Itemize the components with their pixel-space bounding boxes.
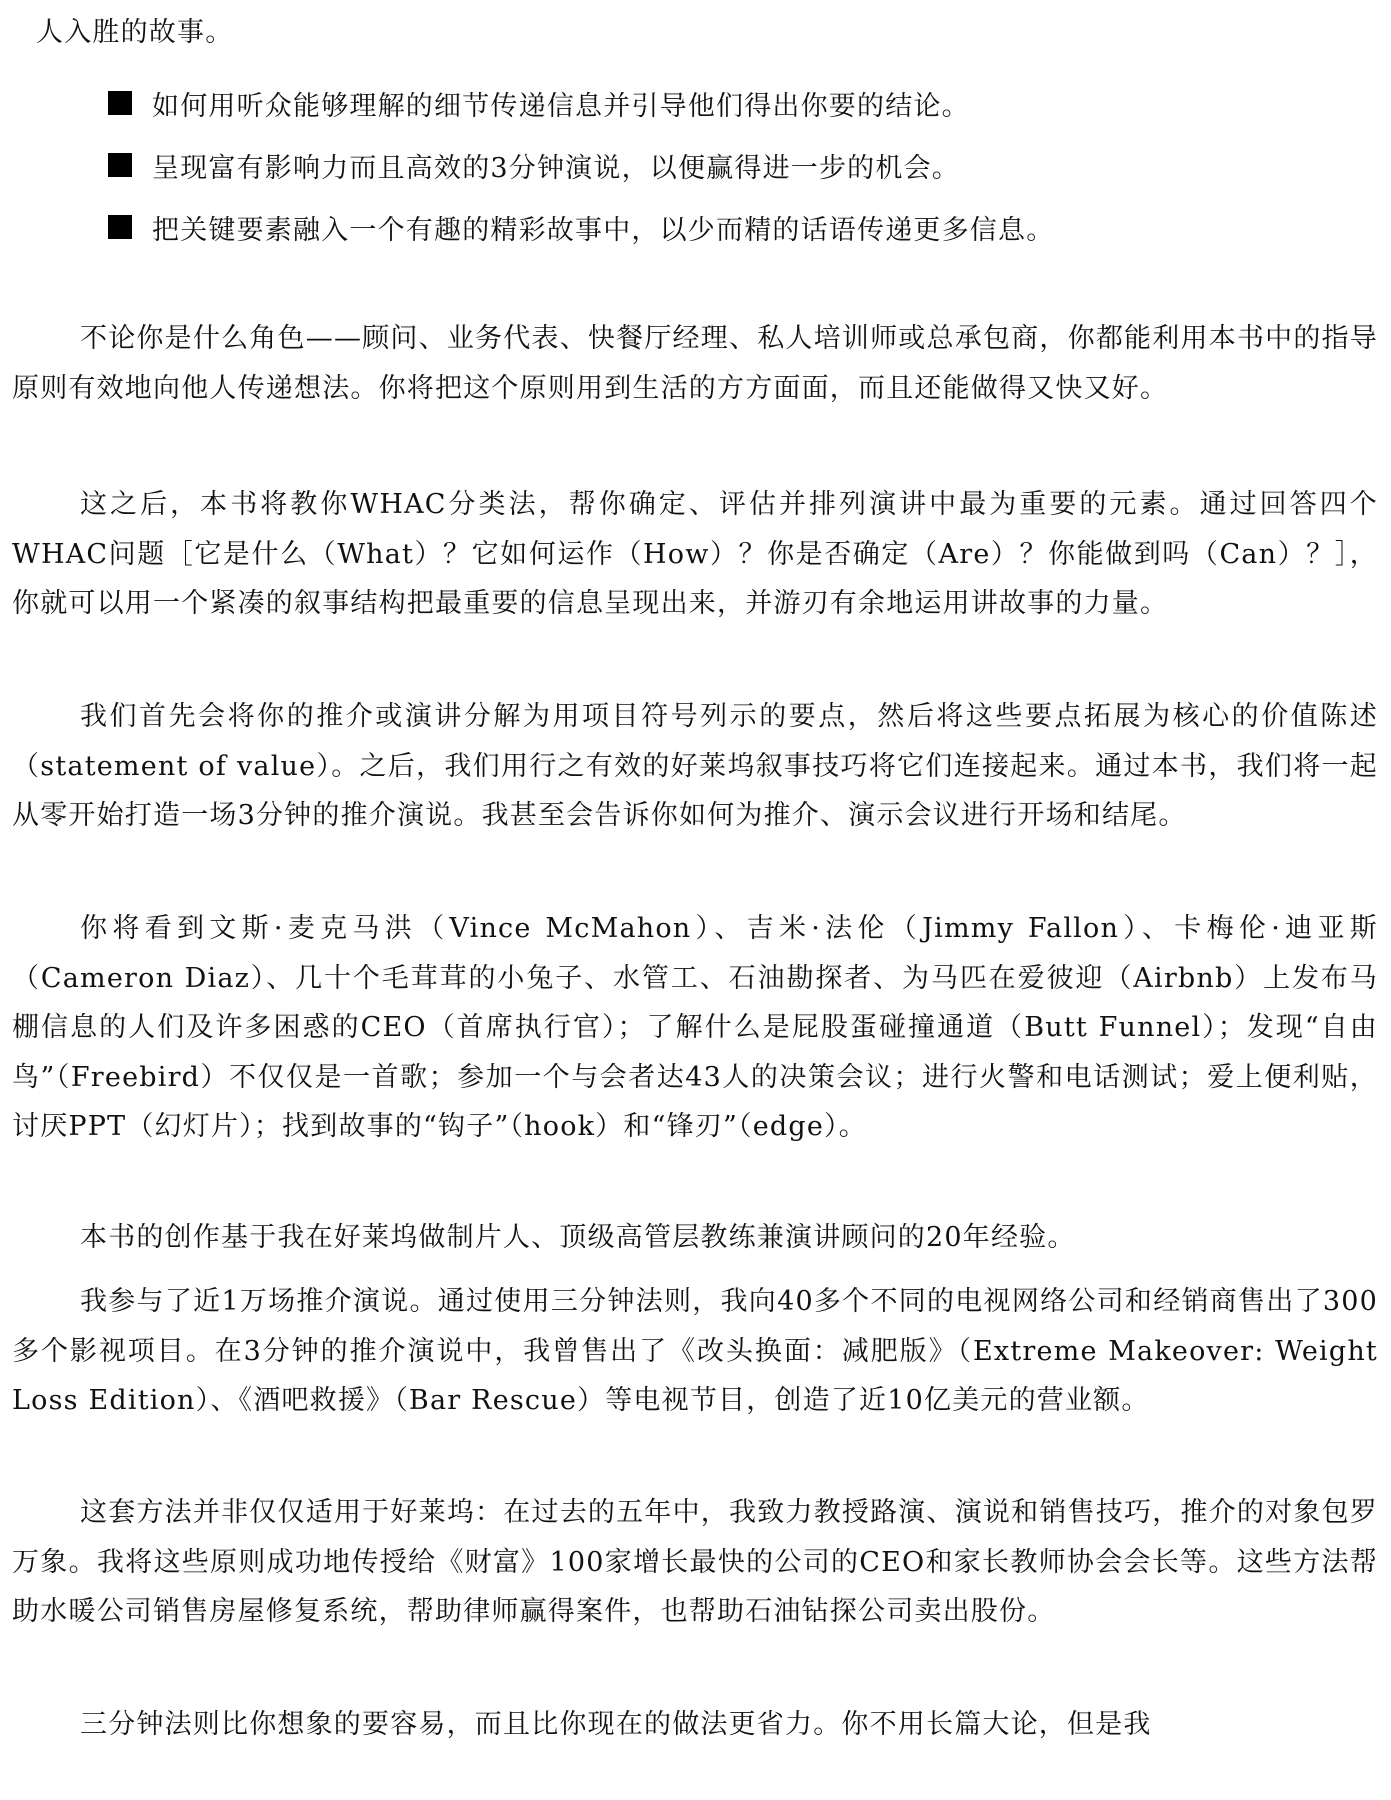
paragraph-value-statement: 我们首先会将你的推介或演讲分解为用项目符号列示的要点，然后将这些要点拓展为核心的价值陈述（statement of value）。之后，我们用行之有效的好莱坞叙事技巧将它们连接起来。通过本书，我们将一起从零开始打造一场3分钟的推介演说。我甚至会告诉你如何为推介、演示会议进行开场和结尾。 — [12, 701, 1378, 831]
paragraph-pitches: 我参与了近1万场推介演说。通过使用三分钟法则，我向40多个不同的电视网络公司和经销商售出了300多个影视项目。在3分钟的推介演说中，我曾售出了《改头换面：减肥版》（Extreme Makeover: Weight Loss Edition）、《酒吧救援》（Bar Rescue）等电视节目，创造了近10亿美元的营业额。 — [12, 1286, 1378, 1416]
bullet-list — [108, 72, 1378, 258]
paragraph-roles: 不论你是什么角色——顾问、业务代表、快餐厅经理、私人培训师或总承包商，你都能利用本书中的指导原则有效地向他人传递想法。你将把这个原则用到生活的方方面面，而且还能做得又快又好。 — [12, 323, 1378, 404]
square-bullet-icon — [108, 91, 132, 115]
bullet-item — [108, 196, 1378, 258]
square-bullet-icon — [108, 153, 132, 177]
bullet-text: 呈现富有影响力而且高效的3分钟演说，以便赢得进一步的机会。 — [152, 152, 960, 184]
paragraph-examples: 你将看到文斯·麦克马洪（Vince McMahon）、吉米·法伦（Jimmy Fallon）、卡梅伦·迪亚斯（Cameron Diaz）、几十个毛茸茸的小兔子、水管工、石油勘探者、为马匹在爱彼迎（Airbnb）上发布马棚信息的人们及许多困惑的CEO（首席执行官）；了解什么是屁股蛋碰撞通道（Butt Funnel）；发现“自由鸟”（Freebird）不仅仅是一首歌；参加一个与会者达43人的决策会议；进行火警和电话测试；爱上便利贴，讨厌PPT（幻灯片）；找到故事的“钩子”（hook）和“锋刃”（edge）。 — [12, 913, 1378, 1142]
square-bullet-icon — [108, 215, 132, 239]
bullet-text: 把关键要素融入一个有趣的精彩故事中，以少而精的话语传递更多信息。 — [152, 214, 1055, 246]
lead-line: 人入胜的故事。 — [36, 17, 234, 48]
bullet-item — [108, 134, 1378, 196]
paragraph-whac: 这之后，本书将教你WHAC分类法，帮你确定、评估并排列演讲中最为重要的元素。通过回答四个WHAC问题［它是什么（What）？它如何运作（How）？你是否确定（Are）？你能做到吗（Can）？］，你就可以用一个紧凑的叙事结构把最重要的信息呈现出来，并游刃有余地运用讲故事的力量。 — [12, 489, 1378, 619]
paragraph-beyond-hollywood: 这套方法并非仅仅适用于好莱坞：在过去的五年中，我致力教授路演、演说和销售技巧，推介的对象包罗万象。我将这些原则成功地传授给《财富》100家增长最快的公司的CEO和家长教师协会会长等。这些方法帮助水暖公司销售房屋修复系统，帮助律师赢得案件，也帮助石油钻探公司卖出股份。 — [12, 1497, 1378, 1627]
bullet-item — [108, 72, 1378, 134]
paragraph-experience: 本书的创作基于我在好莱坞做制片人、顶级高管层教练兼演讲顾问的20年经验。 — [80, 1222, 1076, 1253]
paragraph-easier: 三分钟法则比你想象的要容易，而且比你现在的做法更省力。你不用长篇大论，但是我 — [80, 1709, 1152, 1740]
bullet-text: 如何用听众能够理解的细节传递信息并引导他们得出你要的结论。 — [152, 90, 970, 122]
